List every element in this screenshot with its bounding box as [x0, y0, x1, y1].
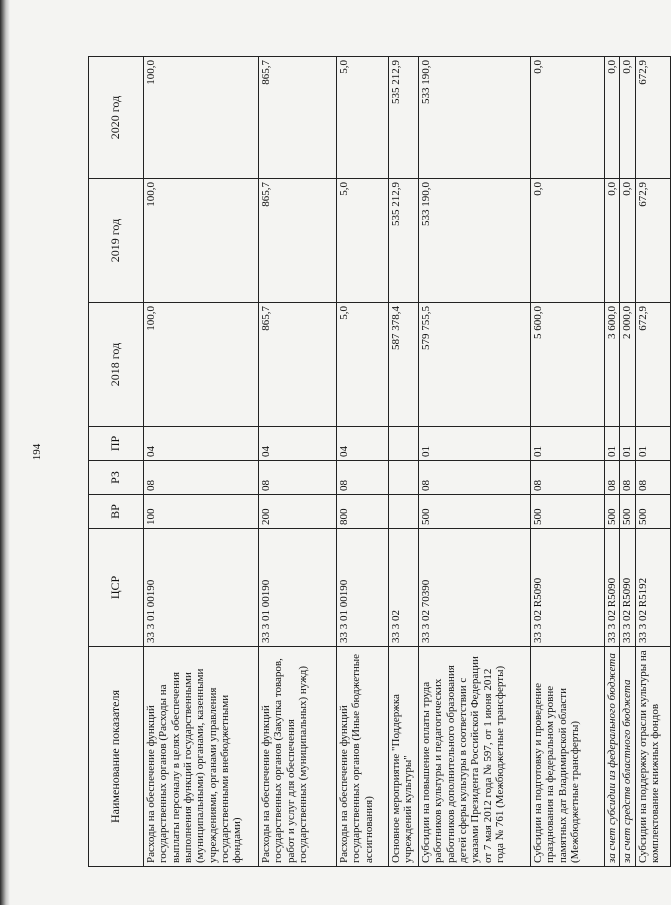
- table-row: [531, 57, 605, 867]
- header-cell-vr: ВР: [89, 495, 144, 529]
- table-row: [620, 57, 635, 867]
- cell-y2018: 100,0: [144, 303, 259, 427]
- cell-y2019: 533 190,0: [419, 179, 531, 303]
- cell-vr: 100: [144, 495, 259, 529]
- cell-y2019: 865,7: [259, 179, 337, 303]
- page-number: 194: [31, 443, 43, 461]
- budget-table: [88, 56, 671, 867]
- cell-rz: [389, 461, 419, 495]
- table-row: [337, 57, 389, 867]
- cell-name: Субсидии на поддержку отрасли культуры на комплектование книжных фондов: [635, 647, 670, 867]
- cell-rz: 08: [144, 461, 259, 495]
- cell-vr: 500: [531, 495, 605, 529]
- cell-y2020: 0,0: [531, 57, 605, 179]
- cell-rz: 08: [605, 461, 620, 495]
- cell-pr: 04: [144, 427, 259, 461]
- cell-pr: 01: [531, 427, 605, 461]
- cell-y2019: 672,9: [635, 179, 670, 303]
- cell-vr: 800: [337, 495, 389, 529]
- cell-y2018: 3 600,0: [605, 303, 620, 427]
- table-row: [259, 57, 337, 867]
- cell-vr: 500: [635, 495, 670, 529]
- cell-y2020: 672,9: [635, 57, 670, 179]
- cell-name: за счет средств областного бюджета: [620, 647, 635, 867]
- header-cell-2018: 2018 год: [89, 303, 144, 427]
- cell-y2020: 533 190,0: [419, 57, 531, 179]
- cell-csr: 33 3 02 R5090: [605, 529, 620, 647]
- cell-y2018: 672,9: [635, 303, 670, 427]
- cell-pr: [389, 427, 419, 461]
- cell-y2018: 5,0: [337, 303, 389, 427]
- cell-csr: 33 3 02 R5192: [635, 529, 670, 647]
- cell-pr: 04: [337, 427, 389, 461]
- cell-y2020: 0,0: [605, 57, 620, 179]
- cell-pr: 01: [635, 427, 670, 461]
- cell-y2020: 5,0: [337, 57, 389, 179]
- table-row: [635, 57, 670, 867]
- cell-rz: 08: [419, 461, 531, 495]
- cell-pr: 01: [605, 427, 620, 461]
- cell-y2019: 0,0: [605, 179, 620, 303]
- header-cell-2019: 2019 год: [89, 179, 144, 303]
- cell-y2018: 865,7: [259, 303, 337, 427]
- cell-pr: 01: [419, 427, 531, 461]
- cell-y2019: 535 212,9: [389, 179, 419, 303]
- cell-y2018: 2 000,0: [620, 303, 635, 427]
- cell-y2020: 535 212,9: [389, 57, 419, 179]
- cell-name: Расходы на обеспечение функций государственных органов (Иные бюджетные ассигнования): [337, 647, 389, 867]
- cell-name: Субсидии на повышение оплаты труда работников культуры и педагогических работников дополнительного образования детей сферы культуры в соответствии с указами Президента Российской Федерации от 7 мая 2012 года № 597, от 1 июня 2012 года № 761 (Межбюджетные трансферты): [419, 647, 531, 867]
- table-body: [144, 57, 671, 867]
- cell-y2018: 587 378,4: [389, 303, 419, 427]
- cell-y2018: 579 755,5: [419, 303, 531, 427]
- cell-rz: 08: [337, 461, 389, 495]
- page-edge-shadow: [0, 0, 10, 905]
- cell-y2020: 100,0: [144, 57, 259, 179]
- header-cell-name: Наименование показателя: [89, 647, 144, 867]
- cell-y2019: 5,0: [337, 179, 389, 303]
- cell-rz: 08: [259, 461, 337, 495]
- cell-rz: 08: [531, 461, 605, 495]
- cell-name: Расходы на обеспечение функций государственных органов (Расходы на выплаты персоналу в целях обеспечения выполнения функций государственными (муниципальными) органами, казенными учреждениями, органами управления государственными внебюджетными фондами): [144, 647, 259, 867]
- table-row: [144, 57, 259, 867]
- cell-y2020: 0,0: [620, 57, 635, 179]
- rotated-table-wrapper: [88, 57, 661, 867]
- cell-rz: 08: [620, 461, 635, 495]
- cell-vr: 500: [620, 495, 635, 529]
- cell-csr: 33 3 02 70390: [419, 529, 531, 647]
- cell-y2020: 865,7: [259, 57, 337, 179]
- cell-pr: 04: [259, 427, 337, 461]
- cell-vr: [389, 495, 419, 529]
- cell-csr: 33 3 02 R5090: [531, 529, 605, 647]
- cell-y2019: 0,0: [531, 179, 605, 303]
- cell-csr: 33 3 01 00190: [337, 529, 389, 647]
- cell-csr: 33 3 02: [389, 529, 419, 647]
- cell-name: Субсидии на подготовку и проведение празднования на федеральном уровне памятных дат Владимирской области (Межбюджетные трансферты): [531, 647, 605, 867]
- cell-csr: 33 3 01 00190: [144, 529, 259, 647]
- cell-vr: 200: [259, 495, 337, 529]
- cell-name: Основное мероприятие "Поддержка учреждений культуры": [389, 647, 419, 867]
- cell-vr: 500: [419, 495, 531, 529]
- header-cell-csr: ЦСР: [89, 529, 144, 647]
- header-cell-2020: 2020 год: [89, 57, 144, 179]
- cell-name: за счет субсидии из федерального бюджета: [605, 647, 620, 867]
- cell-pr: 01: [620, 427, 635, 461]
- header-cell-pr: ПР: [89, 427, 144, 461]
- header-cell-rz: РЗ: [89, 461, 144, 495]
- cell-rz: 08: [635, 461, 670, 495]
- table-row: [605, 57, 620, 867]
- table-row: [419, 57, 531, 867]
- cell-y2019: 100,0: [144, 179, 259, 303]
- header-row: [89, 57, 144, 867]
- cell-csr: 33 3 02 R5090: [620, 529, 635, 647]
- cell-vr: 500: [605, 495, 620, 529]
- cell-y2018: 5 600,0: [531, 303, 605, 427]
- cell-name: Расходы на обеспечение функций государственных органов (Закупка товаров, работ и услуг для обеспечения государственных (муниципальных) нужд): [259, 647, 337, 867]
- table-row: [389, 57, 419, 867]
- cell-csr: 33 3 01 00190: [259, 529, 337, 647]
- cell-y2019: 0,0: [620, 179, 635, 303]
